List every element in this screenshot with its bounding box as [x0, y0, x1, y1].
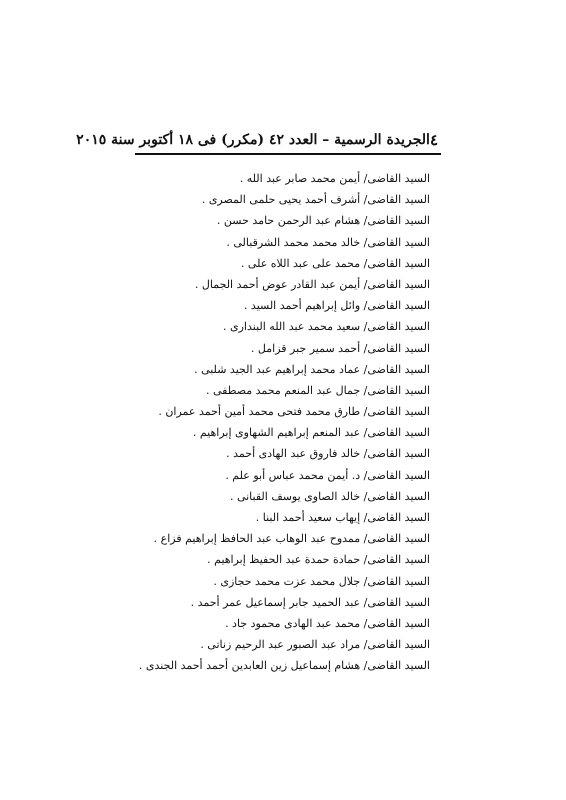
list-item: السيد القاضى/ طارق محمد فتحى محمد أمين أحمد عمران . — [158, 405, 430, 419]
list-item: السيد القاضى/ محمد عبد الهادى محمود جاد . — [225, 616, 430, 630]
list-item: السيد القاضى/ عبد الحميد جابر إسماعيل عمر أحمد . — [190, 595, 430, 609]
list-item: السيد القاضى/ محمد على عبد اللاه على . — [240, 256, 430, 270]
list-item: السيد القاضى/ عماد محمد إبراهيم عبد الجيد شلبى . — [194, 362, 430, 376]
list-item: السيد القاضى/ أشرف أحمد يحيى حلمى المصرى . — [201, 193, 430, 207]
page-header — [76, 122, 438, 150]
list-item: السيد القاضى/ مراد عبد الصبور عبد الرحيم زناتى . — [200, 638, 430, 652]
gazette-header-title: الجريدة الرسمية – العدد ٤٢ (مكرر) فى ١٨ أكتوبر سنة ٢٠١٥ — [76, 132, 430, 148]
list-item: السيد القاضى/ أحمد سمير جبر قزامل . — [250, 341, 430, 355]
list-item: السيد القاضى/ جلال محمد عزت محمد حجازى . — [213, 574, 430, 588]
list-item: السيد القاضى/ سعيد محمد عبد الله البندارى . — [223, 320, 430, 334]
list-item: السيد القاضى/ أيمن محمد صابر عبد الله . — [239, 172, 430, 185]
list-item: السيد القاضى/ خالد فاروق عبد الهادى أحمد . — [226, 447, 430, 461]
list-item: السيد القاضى/ هشام عبد الرحمن حامد حسن . — [216, 214, 430, 228]
list-item: السيد القاضى/ أيمن عبد القادر عوض أحمد الجمال . — [194, 277, 430, 291]
list-item: السيد القاضى/ وائل إبراهيم أحمد السيد . — [243, 299, 430, 313]
list-item: السيد القاضى/ خالد محمد محمد الشرقبالى . — [226, 235, 430, 249]
list-item: السيد القاضى/ هشام إسماعيل زين العابدين أحمد أحمد الجندى . — [138, 659, 430, 673]
list-item: السيد القاضى/ خالد الصاوى يوسف القبانى . — [229, 489, 430, 503]
list-item: السيد القاضى/ إيهاب سعيد أحمد البنا . — [255, 511, 430, 524]
list-item: السيد القاضى/ حمادة حمدة عبد الحفيظ إبراهيم . — [207, 553, 430, 567]
list-item: السيد القاضى/ د. أيمن محمد عباس أبو علم . — [225, 468, 430, 482]
judges-list — [130, 168, 430, 677]
list-item: السيد القاضى/ جمال عبد المنعم محمد مصطفى . — [205, 383, 430, 397]
header-rule — [135, 153, 441, 155]
page-number: ٤ — [429, 131, 438, 149]
list-item: السيد القاضى/ ممدوح عبد الوهاب عبد الحافظ إبراهيم فزاع . — [153, 532, 430, 546]
list-item: السيد القاضى/ عبد المنعم إبراهيم الشهاوى إبراهيم . — [192, 426, 430, 440]
